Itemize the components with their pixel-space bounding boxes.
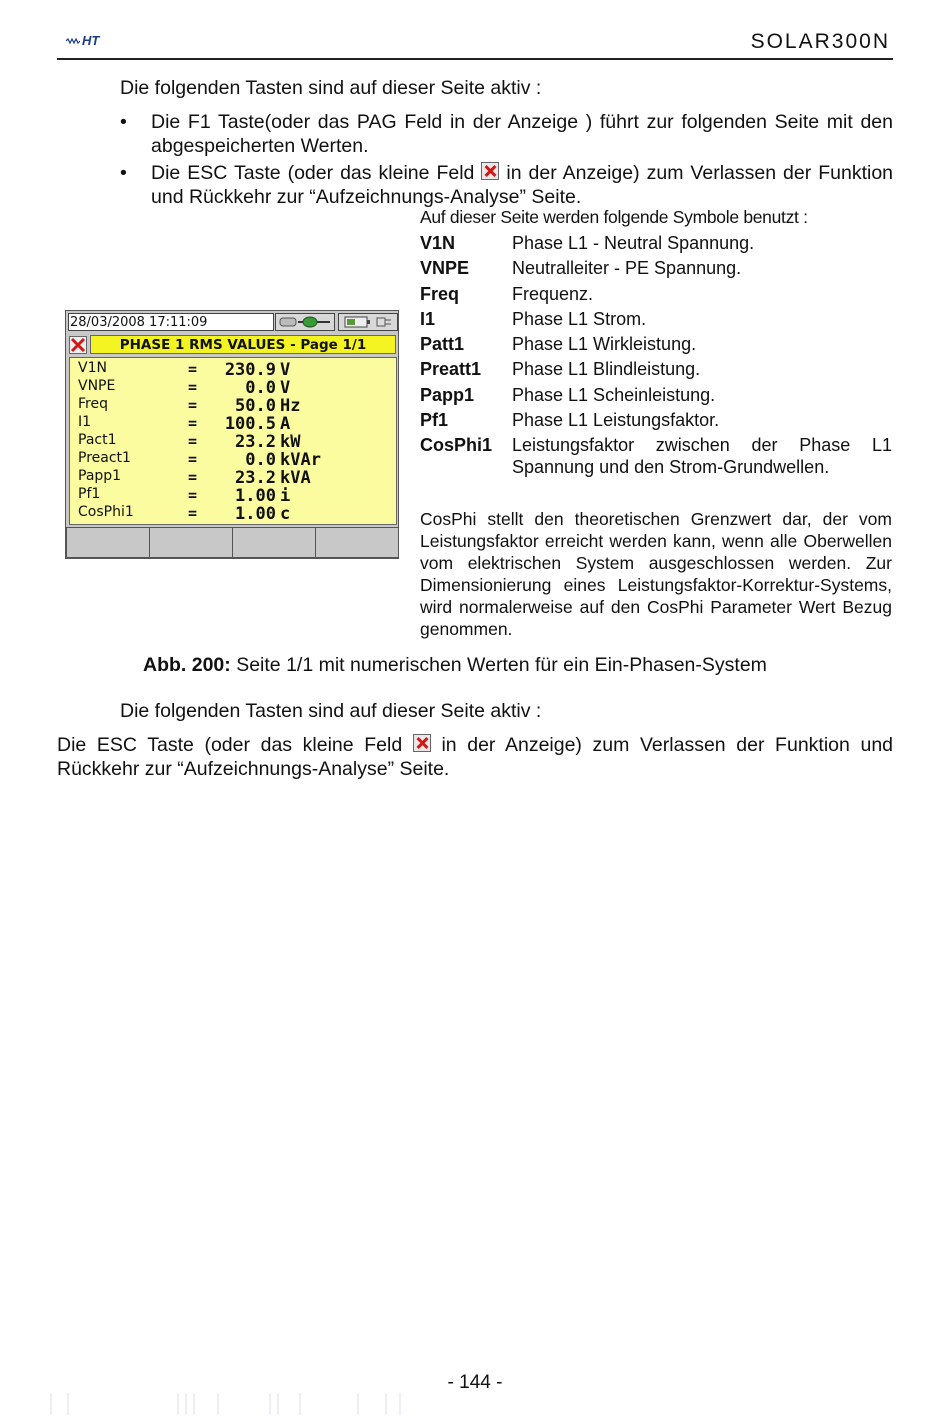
symbol-key: CosPhi1 xyxy=(420,435,493,456)
close-icon xyxy=(413,734,431,752)
sensor-icon xyxy=(276,314,334,330)
param-unit: kVAr xyxy=(280,450,321,470)
symbol-desc: Phase L1 Wirkleistung. xyxy=(512,334,697,355)
param-name: VNPE xyxy=(78,378,116,394)
symbol-key: Papp1 xyxy=(420,384,475,405)
value-row xyxy=(78,432,398,450)
page-number: - 144 - xyxy=(447,1372,503,1393)
equals-sign: = xyxy=(188,360,198,378)
symbol-row xyxy=(420,358,892,380)
caption-label: Abb. 200: xyxy=(143,654,231,676)
symbol-row xyxy=(420,308,892,330)
symbols-table xyxy=(420,232,892,482)
cosphi-note: CosPhi stellt den theoretischen Grenzwert dar, der vom Leistungsfaktor erreicht werden kann, wenn alle Oberwellen vom elektrischen System ausgeschlossen werden. Zur Dimensionierung eines Leistungsfaktor-Korrektur-Systems, wird normalerweise auf den CosPhi Parameter Wert Bezug genommen. xyxy=(420,509,892,639)
param-name: Pact1 xyxy=(78,432,117,448)
bullet-dot: • xyxy=(120,111,127,133)
param-unit: kVA xyxy=(280,468,311,488)
symbol-key: V1N xyxy=(420,233,456,253)
symbol-desc: Phase L1 Blindleistung. xyxy=(512,359,701,380)
esc-key-text-before: Die ESC Taste (oder das kleine Feld xyxy=(151,162,475,184)
symbol-desc: Phase L1 - Neutral Spannung. xyxy=(512,233,755,253)
esc-key-text-after: in der Anzeige) zum Verlassen der Funktion und Rückkehr zur “Aufzeichnungs-Analyse” Seite. xyxy=(151,162,894,208)
param-name: CosPhi1 xyxy=(78,504,134,520)
param-value: 23.2 xyxy=(235,432,276,452)
key-bullet-list xyxy=(120,110,893,212)
param-unit: Hz xyxy=(280,396,301,416)
header-divider xyxy=(57,58,893,60)
softkey-f1[interactable] xyxy=(66,527,150,558)
list-item xyxy=(120,110,893,158)
param-name: Pf1 xyxy=(78,486,101,502)
caption-text: Seite 1/1 mit numerischen Werten für ein Ein-Phasen-System xyxy=(230,654,767,676)
screen-values-panel xyxy=(69,357,397,525)
symbol-row xyxy=(420,409,892,431)
esc-key-paragraph xyxy=(57,733,893,781)
value-row xyxy=(78,486,398,504)
symbol-row xyxy=(420,384,892,406)
waveform-icon xyxy=(66,38,80,44)
instrument-screen xyxy=(65,310,399,559)
equals-sign: = xyxy=(188,468,198,486)
param-value: 230.9 xyxy=(224,360,276,380)
keys-active-intro-2: Die folgenden Tasten sind auf dieser Seite aktiv : xyxy=(120,700,542,722)
f1-key-text: Die F1 Taste(oder das PAG Feld in der Anzeige ) führt zur folgenden Seite mit den abgespeicherten Werten. xyxy=(151,111,893,157)
symbol-row xyxy=(420,232,892,254)
symbol-row xyxy=(420,257,892,279)
param-unit: kW xyxy=(280,432,301,452)
softkey-f3[interactable] xyxy=(232,527,316,558)
symbol-key: Pf1 xyxy=(420,410,449,431)
equals-sign: = xyxy=(188,486,198,504)
value-row xyxy=(78,414,398,432)
value-row xyxy=(78,450,398,468)
product-title: SOLAR300N xyxy=(750,30,890,53)
symbol-row xyxy=(420,283,892,305)
symbols-heading: Auf dieser Seite werden folgende Symbole benutzt : xyxy=(420,207,808,227)
param-name: Freq xyxy=(78,396,108,412)
symbol-desc: Phase L1 Scheinleistung. xyxy=(512,384,716,405)
param-name: Preact1 xyxy=(78,450,131,466)
symbol-desc: Leistungsfaktor zwischen der Phase L1 Spannung und den Strom-Grundwellen. xyxy=(512,435,892,478)
esc-text-before: Die ESC Taste (oder das kleine Feld xyxy=(57,734,403,756)
symbol-row xyxy=(420,333,892,355)
probe-status-icon xyxy=(275,313,335,331)
equals-sign: = xyxy=(188,504,198,522)
param-value: 1.00 xyxy=(235,504,276,524)
param-unit: V xyxy=(280,378,291,398)
equals-sign: = xyxy=(188,378,198,396)
equals-sign: = xyxy=(188,396,198,414)
logo-text: HT xyxy=(82,33,100,48)
symbol-key: Patt1 xyxy=(420,334,465,355)
value-row xyxy=(78,504,398,522)
close-icon xyxy=(69,336,87,354)
softkey-bar xyxy=(66,527,398,558)
screen-datetime: 28/03/2008 17:11:09 xyxy=(68,313,274,331)
param-name: V1N xyxy=(78,360,107,376)
softkey-f4[interactable] xyxy=(315,527,399,558)
keys-active-intro: Die folgenden Tasten sind auf dieser Seite aktiv : xyxy=(120,77,542,99)
param-name: Papp1 xyxy=(78,468,122,484)
value-row xyxy=(78,360,398,378)
param-value: 23.2 xyxy=(235,468,276,488)
symbol-desc: Neutralleiter - PE Spannung. xyxy=(512,258,742,279)
equals-sign: = xyxy=(188,450,198,468)
param-unit: A xyxy=(280,414,291,434)
ht-logo xyxy=(66,30,114,50)
value-row xyxy=(78,396,398,414)
bullet-dot: • xyxy=(120,162,127,184)
symbol-key: Freq xyxy=(420,283,460,304)
param-value: 0.0 xyxy=(245,450,276,470)
symbol-desc: Frequenz. xyxy=(512,283,594,304)
param-value: 0.0 xyxy=(245,378,276,398)
screen-close-button[interactable] xyxy=(69,336,87,354)
battery-icon xyxy=(339,314,397,330)
equals-sign: = xyxy=(188,414,198,432)
param-unit: i xyxy=(280,486,291,506)
close-icon xyxy=(481,162,499,180)
param-value: 100.5 xyxy=(224,414,276,434)
param-name: I1 xyxy=(78,414,92,430)
symbol-key: I1 xyxy=(420,308,436,329)
param-unit: V xyxy=(280,360,291,380)
symbol-row xyxy=(420,434,892,478)
symbol-key: VNPE xyxy=(420,258,470,279)
value-row xyxy=(78,468,398,486)
list-item xyxy=(120,161,893,209)
value-row xyxy=(78,378,398,396)
battery-status-icon xyxy=(338,313,398,331)
figure-caption xyxy=(143,654,767,677)
symbol-desc: Phase L1 Strom. xyxy=(512,308,647,329)
esc-text-after: in der Anzeige) zum Verlassen der Funktion und Rückkehr zur “Aufzeichnungs-Analyse” Seite. xyxy=(57,734,894,780)
footer-marks xyxy=(48,1393,448,1415)
screen-page-title[interactable]: PHASE 1 RMS VALUES - Page 1/1 xyxy=(90,335,396,354)
softkey-f2[interactable] xyxy=(149,527,233,558)
param-value: 50.0 xyxy=(235,396,276,416)
param-unit: c xyxy=(280,504,291,524)
symbol-key: Preatt1 xyxy=(420,359,482,380)
symbol-desc: Phase L1 Leistungsfaktor. xyxy=(512,410,720,431)
equals-sign: = xyxy=(188,432,198,450)
param-value: 1.00 xyxy=(235,486,276,506)
